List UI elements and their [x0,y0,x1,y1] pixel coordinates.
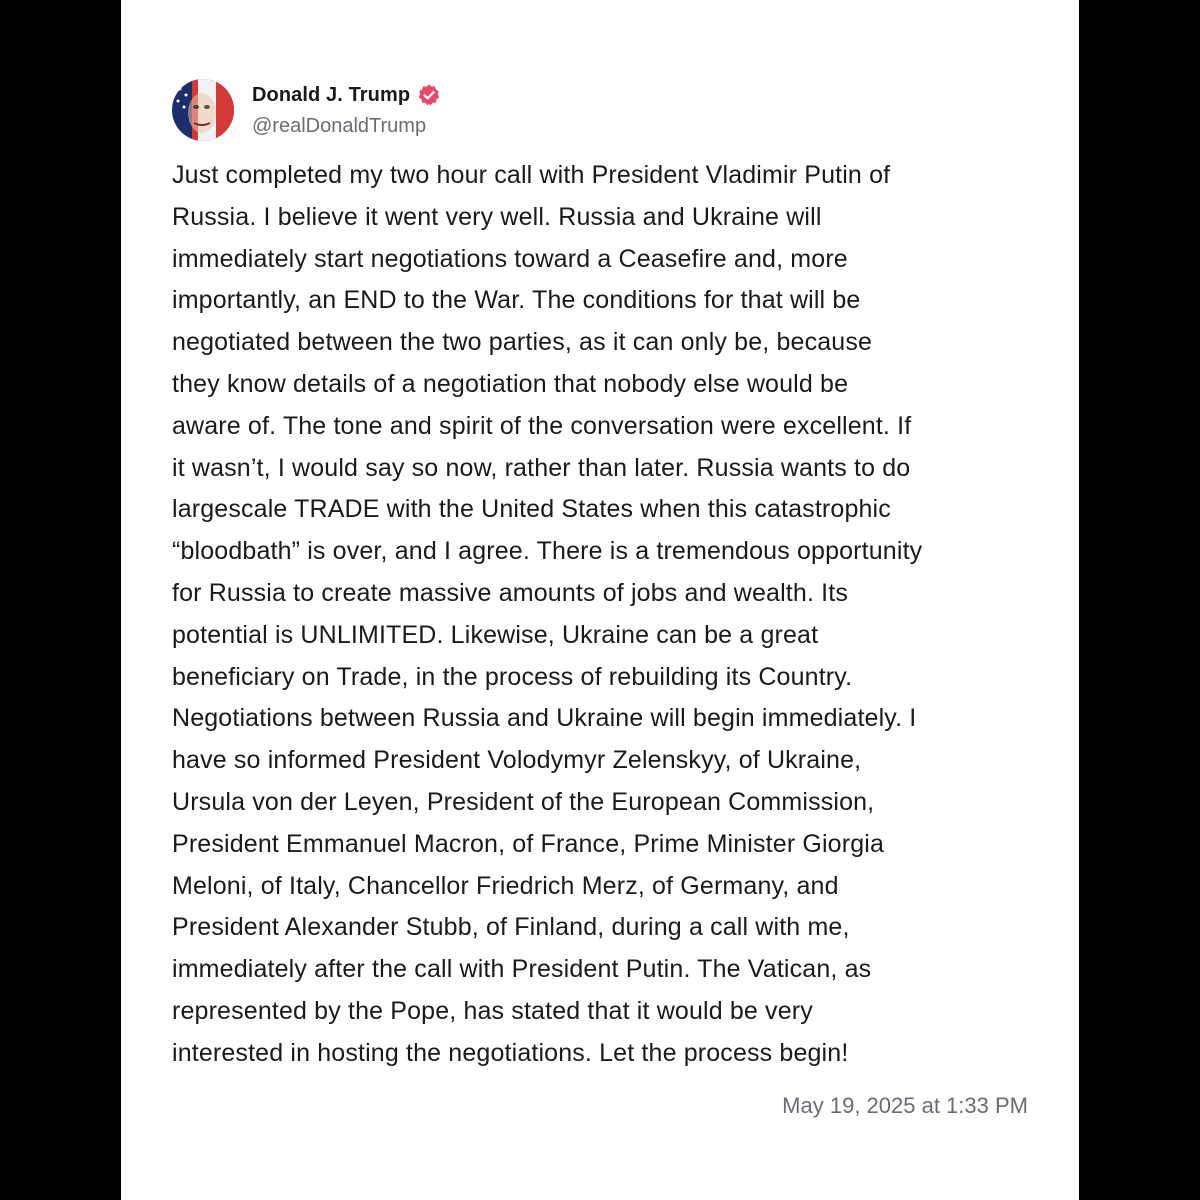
name-row [252,79,441,111]
avatar[interactable] [172,79,234,141]
post-timestamp[interactable]: May 19, 2025 at 1:33 PM [782,1093,1028,1118]
verified-badge-icon [417,83,441,107]
author-names [252,79,441,141]
post-header [172,78,441,142]
avatar-image [172,79,234,141]
author-handle[interactable]: @realDonaldTrump [252,115,427,137]
author-display-name[interactable]: Donald J. Trump [252,83,411,106]
post-card [121,0,1079,1200]
post-text: Just completed my two hour call with President Vladimir Putin of Russia. I believe it went very well. Russia and Ukraine will immediately start negotiations toward a Ceasefire and, more importantly, an END to the War. The conditions for that will be negotiated between the two parties, as it can only be, because they know details of a negotiation that nobody else would be aware of. The tone and spirit of the conversation were excellent. If it wasn’t, I would say so now, rather than later. Russia wants to do largescale TRADE with the United States when this catastrophic “bloodbath” is over, and I agree. There is a tremendous opportunity for Russia to create massive amounts of jobs and wealth. Its potential is UNLIMITED. Likewise, Ukraine can be a great beneficiary on Trade, in the process of rebuilding its Country. Negotiations between Russia and Ukraine will begin immediately. I have so informed President Volodymyr Zelenskyy, of Ukraine, Ursula von der Leyen, President of the European Commission, President Emmanuel Macron, of France, Prime Minister Giorgia Meloni, of Italy, Chancellor Friedrich Merz, of Germany, and President Alexander Stubb, of Finland, during a call with me, immediately after the call with President Putin. The Vatican, as represented by the Pope, has stated that it would be very interested in hosting the negotiations. Let the process begin! [172,161,923,1067]
